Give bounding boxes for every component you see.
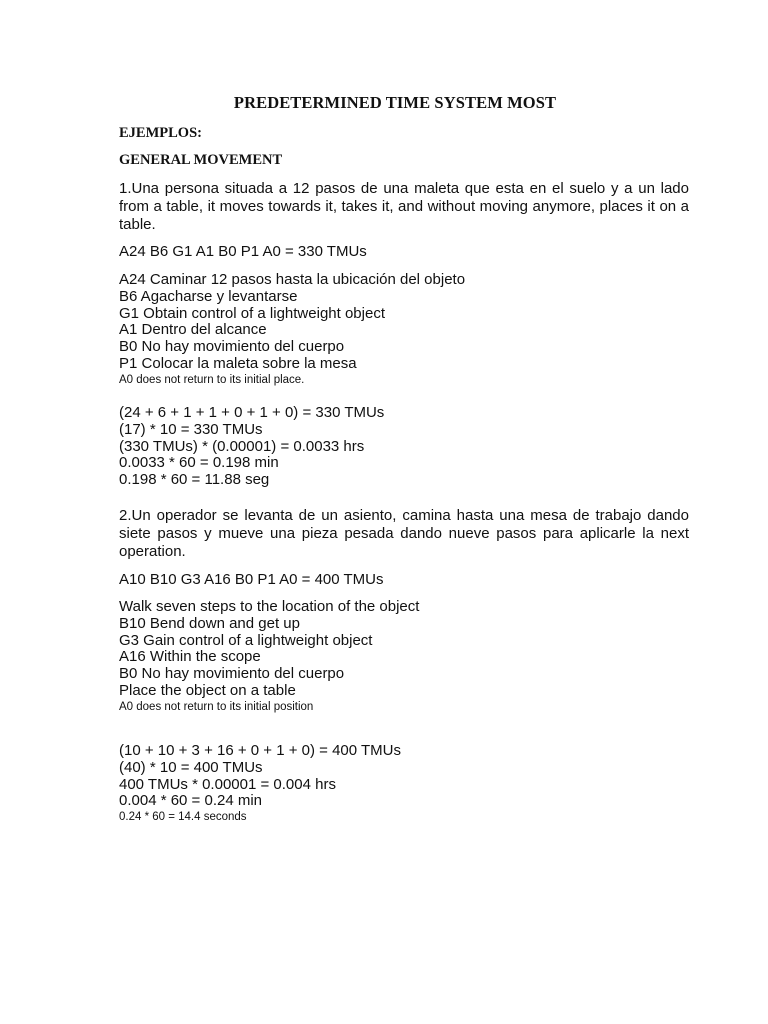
example-2-step: G3 Gain control of a lightweight object [119, 631, 373, 649]
example-2-sequence: A10 B10 G3 A16 B0 P1 A0 = 400 TMUs [119, 571, 384, 588]
example-1-step: P1 Colocar la maleta sobre la mesa [119, 354, 357, 372]
document-title: PREDETERMINED TIME SYSTEM MOST [233, 93, 557, 112]
example-2-calculations [119, 743, 699, 825]
section-heading-general-movement: GENERAL MOVEMENT [119, 152, 283, 168]
example-1-calculation: (24 + 6 + 1 + 1 + 0 + 1 + 0) = 330 TMUs [119, 404, 385, 421]
example-1-calculation: (330 TMUs) * (0.00001) = 0.0033 hrs [119, 437, 365, 455]
example-1-calculations [119, 405, 699, 489]
example-2-calculation: (40) * 10 = 400 TMUs [119, 758, 263, 776]
section-heading-ejemplos: EJEMPLOS: [119, 125, 202, 141]
example-1-steps [119, 272, 699, 388]
example-1-calculation: 0.198 * 60 = 11.88 seg [119, 471, 270, 489]
example-2-note: A0 does not return to its initial position [119, 700, 314, 713]
example-1-step: A24 Caminar 12 pasos hasta la ubicación del objeto [119, 271, 466, 288]
example-2-step: B10 Bend down and get up [119, 614, 300, 632]
example-1-calculation: (17) * 10 = 330 TMUs [119, 420, 263, 438]
example-2-step: Place the object on a table [119, 681, 296, 699]
example-1-statement: 1.Una persona situada a 12 pasos de una maleta que esta en el suelo y a un lado from a table, it moves towards it, takes it, and without moving anymore, places it on a table. [119, 180, 689, 233]
example-2-final-calculation: 0.24 * 60 = 14.4 seconds [119, 811, 247, 824]
example-2-step: A16 Within the scope [119, 648, 261, 666]
example-1-step: B0 No hay movimiento del cuerpo [119, 338, 345, 356]
example-2-step: B0 No hay movimiento del cuerpo [119, 665, 345, 683]
example-2-calculation: (10 + 10 + 3 + 16 + 0 + 1 + 0) = 400 TMUs [119, 742, 401, 759]
example-1-sequence: A24 B6 G1 A1 B0 P1 A0 = 330 TMUs [119, 243, 367, 260]
example-2-steps [119, 599, 699, 715]
example-2-statement: 2.Un operador se levanta de un asiento, camina hasta una mesa de trabajo dando siete pasos y mueve una pieza pesada dando nueve pasos para aplicarle la next operation. [119, 507, 689, 560]
example-1-step: A1 Dentro del alcance [119, 321, 267, 339]
example-1-step: G1 Obtain control of a lightweight object [119, 304, 385, 322]
example-2-calculation: 400 TMUs * 0.00001 = 0.004 hrs [119, 775, 336, 793]
example-1-note: A0 does not return to its initial place. [119, 373, 305, 386]
example-2-step: Walk seven steps to the location of the object [119, 598, 420, 615]
example-2-calculation: 0.004 * 60 = 0.24 min [119, 792, 263, 810]
example-1-calculation: 0.0033 * 60 = 0.198 min [119, 454, 279, 472]
example-1-step: B6 Agacharse y levantarse [119, 287, 298, 305]
